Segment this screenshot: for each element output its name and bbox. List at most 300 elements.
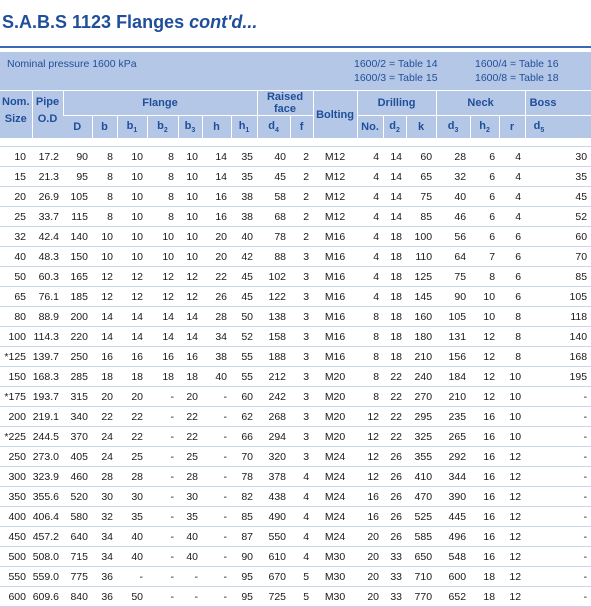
table-cell: 14 — [92, 307, 117, 327]
table-cell: - — [147, 547, 178, 567]
table-cell: 32 — [436, 167, 470, 187]
table-cell: 20 — [202, 227, 231, 247]
table-cell: 140 — [63, 227, 92, 247]
table-cell: 105 — [436, 307, 470, 327]
table-cell: 139.7 — [32, 347, 63, 367]
table-cell: 26 — [383, 467, 406, 487]
table-cell: 10 — [92, 247, 117, 267]
table-cell: - — [525, 387, 591, 407]
table-cell: 5 — [290, 587, 313, 607]
table-cell: 22 — [92, 407, 117, 427]
table-cell: 14 — [202, 167, 231, 187]
table-cell: 548 — [436, 547, 470, 567]
table-cell: 4 — [357, 287, 383, 307]
table-cell: 52 — [525, 207, 591, 227]
table-cell: 78 — [257, 227, 290, 247]
table-cell: 160 — [406, 307, 436, 327]
table-cell: 270 — [406, 387, 436, 407]
table-cell: 24 — [92, 427, 117, 447]
pressure-banner — [0, 52, 591, 91]
table-cell: 131 — [436, 327, 470, 347]
table-row — [0, 187, 591, 207]
table-cell: 8 — [499, 307, 525, 327]
table-cell: 725 — [257, 587, 290, 607]
table-cell: 580 — [63, 507, 92, 527]
table-cell: 70 — [231, 447, 257, 467]
col-h: h — [202, 116, 231, 139]
table-cell: 26 — [383, 487, 406, 507]
table-cell: 390 — [436, 487, 470, 507]
table-cell: 22 — [383, 387, 406, 407]
table-cell: 78 — [231, 467, 257, 487]
table-cell: 185 — [63, 287, 92, 307]
table-cell: 2 — [290, 147, 313, 167]
table-cell: 140 — [525, 327, 591, 347]
table-cell: 28 — [436, 147, 470, 167]
table-cell: 8 — [92, 167, 117, 187]
table-cell: 36 — [92, 567, 117, 587]
table-cell: 3 — [290, 247, 313, 267]
table-cell: 12 — [357, 407, 383, 427]
table-cell: - — [202, 467, 231, 487]
table-cell: 16 — [470, 427, 499, 447]
table-cell: 4 — [357, 167, 383, 187]
table-cell: 315 — [63, 387, 92, 407]
table-cell: 14 — [147, 327, 178, 347]
page-title — [2, 8, 257, 36]
table-cell: 7 — [470, 247, 499, 267]
table-cell: 6 — [470, 187, 499, 207]
table-cell: 26 — [383, 447, 406, 467]
table-cell: 4 — [499, 147, 525, 167]
table-cell: 180 — [406, 327, 436, 347]
table-cell: 12 — [470, 387, 499, 407]
table-cell: 14 — [117, 327, 147, 347]
table-cell: 457.2 — [32, 527, 63, 547]
table-cell: 438 — [257, 487, 290, 507]
table-cell: 210 — [406, 347, 436, 367]
table-cell: - — [525, 547, 591, 567]
table-cell: 10 — [470, 287, 499, 307]
table-row — [0, 327, 591, 347]
table-row — [0, 587, 591, 607]
header-flange: Flange — [63, 91, 257, 116]
table-cell: 85 — [406, 207, 436, 227]
table-cell: 18 — [383, 247, 406, 267]
table-cell: 58 — [257, 187, 290, 207]
table-cell: 4 — [357, 207, 383, 227]
title-main: S.A.B.S 1123 Flanges — [2, 12, 185, 32]
table-cell: 100 — [406, 227, 436, 247]
table-cell: 22 — [383, 407, 406, 427]
col-d3: $d_3$ — [436, 116, 470, 139]
table-cell: 115 — [63, 207, 92, 227]
table-cell: 30 — [92, 487, 117, 507]
table-cell: 22 — [178, 407, 202, 427]
table-cell: 8 — [499, 327, 525, 347]
table-cell: 4 — [357, 227, 383, 247]
table-cell: 95 — [231, 587, 257, 607]
table-cell: 38 — [231, 187, 257, 207]
table-cell: 6 — [470, 227, 499, 247]
table-cell: 22 — [202, 267, 231, 287]
table-cell: 10 — [178, 167, 202, 187]
table-cell: M12 — [313, 167, 357, 187]
table-cell: - — [147, 507, 178, 527]
table-cell: M12 — [313, 207, 357, 227]
table-cell: - — [147, 587, 178, 607]
table-cell: - — [147, 487, 178, 507]
table-cell: 12 — [178, 267, 202, 287]
table-cell: 273.0 — [32, 447, 63, 467]
header-drilling: Drilling — [357, 91, 436, 116]
table-cell: 10 — [178, 247, 202, 267]
table-row — [0, 387, 591, 407]
table-cell: - — [202, 427, 231, 447]
table-cell: 12 — [499, 467, 525, 487]
table-cell: - — [147, 387, 178, 407]
table-cell: 610 — [257, 547, 290, 567]
table-cell: - — [147, 567, 178, 587]
table-cell: 64 — [436, 247, 470, 267]
table-cell: 28 — [178, 467, 202, 487]
table-cell: 2 — [290, 167, 313, 187]
table-cell: 36 — [92, 587, 117, 607]
table-cell: - — [525, 527, 591, 547]
table-cell: 165 — [63, 267, 92, 287]
table-cell: 10 — [499, 407, 525, 427]
header-bolting: Bolting — [313, 91, 357, 138]
table-cell: 8 — [357, 347, 383, 367]
table-cell: 3 — [290, 307, 313, 327]
table-cell: 12 — [92, 287, 117, 307]
table-cell: 268 — [257, 407, 290, 427]
table-cell: - — [525, 447, 591, 467]
table-row — [0, 487, 591, 507]
table-cell: 12 — [470, 347, 499, 367]
table-cell: 6 — [470, 207, 499, 227]
table-cell: M24 — [313, 447, 357, 467]
table-cell: 400 — [0, 507, 32, 527]
table-cell: 48.3 — [32, 247, 63, 267]
table-cell: 90 — [63, 147, 92, 167]
table-cell: 25 — [178, 447, 202, 467]
table-cell: 12 — [117, 267, 147, 287]
table-cell: 122 — [257, 287, 290, 307]
table-cell: 210 — [436, 387, 470, 407]
table-cell: 244.5 — [32, 427, 63, 447]
table-cell: M30 — [313, 567, 357, 587]
table-cell: 16 — [470, 467, 499, 487]
table-cell: 32 — [92, 507, 117, 527]
col-f: f — [290, 116, 313, 139]
table-cell: 6 — [470, 167, 499, 187]
table-cell: - — [147, 447, 178, 467]
table-cell: 4 — [290, 467, 313, 487]
table-cell: 4 — [357, 147, 383, 167]
table-cell: 775 — [63, 567, 92, 587]
table-ref: 1600/3 = Table 15 — [354, 72, 438, 84]
table-cell: 200 — [0, 407, 32, 427]
table-row — [0, 427, 591, 447]
table-cell: 35 — [231, 167, 257, 187]
col-no: No. — [357, 116, 383, 139]
table-cell: 145 — [406, 287, 436, 307]
table-cell: 150 — [0, 367, 32, 387]
table-cell: 42 — [231, 247, 257, 267]
col-d4: $d_4$ — [257, 116, 290, 139]
table-cell: 20 — [0, 187, 32, 207]
table-cell: 10 — [178, 227, 202, 247]
table-cell: 45 — [257, 167, 290, 187]
table-cell: 40 — [436, 187, 470, 207]
table-cell: 10 — [499, 387, 525, 407]
table-cell: 88 — [257, 247, 290, 267]
table-cell: 460 — [63, 467, 92, 487]
table-cell: 8 — [357, 307, 383, 327]
table-cell: 68 — [257, 207, 290, 227]
table-cell: 10 — [178, 187, 202, 207]
table-cell: 520 — [63, 487, 92, 507]
table-cell: 38 — [202, 347, 231, 367]
table-cell: 355 — [406, 447, 436, 467]
table-cell: 3 — [290, 387, 313, 407]
table-cell: 12 — [499, 527, 525, 547]
table-cell: 8 — [357, 387, 383, 407]
table-cell: 30 — [525, 147, 591, 167]
table-cell: 8 — [147, 167, 178, 187]
table-cell: 70 — [525, 247, 591, 267]
table-cell: M20 — [313, 387, 357, 407]
table-cell: 10 — [499, 427, 525, 447]
table-cell: 300 — [0, 467, 32, 487]
table-cell: *125 — [0, 347, 32, 367]
table-cell: - — [202, 407, 231, 427]
table-cell: 75 — [436, 267, 470, 287]
table-cell: M16 — [313, 327, 357, 347]
table-row — [0, 547, 591, 567]
table-cell: 294 — [257, 427, 290, 447]
table-cell: 8 — [470, 267, 499, 287]
table-cell: M20 — [313, 427, 357, 447]
table-cell: 10 — [0, 147, 32, 167]
table-cell: 18 — [383, 327, 406, 347]
table-row — [0, 447, 591, 467]
table-cell: - — [525, 567, 591, 587]
table-cell: 410 — [406, 467, 436, 487]
table-cell: 16 — [470, 547, 499, 567]
table-cell: 8 — [92, 187, 117, 207]
table-cell: 10 — [117, 187, 147, 207]
col-b3: $b_3$ — [178, 116, 202, 139]
table-cell: 500 — [0, 547, 32, 567]
col-d5: $d_5$ — [525, 116, 591, 139]
table-cell: 3 — [290, 407, 313, 427]
table-cell: 138 — [257, 307, 290, 327]
table-cell: *175 — [0, 387, 32, 407]
table-cell: 8 — [92, 147, 117, 167]
table-cell: 12 — [470, 367, 499, 387]
table-cell: 4 — [499, 187, 525, 207]
table-cell: 325 — [406, 427, 436, 447]
header-boss: Boss — [525, 91, 591, 116]
flange-table — [0, 91, 591, 607]
table-cell: 12 — [499, 587, 525, 607]
table-cell: 18 — [92, 367, 117, 387]
table-row — [0, 567, 591, 587]
table-cell: 87 — [231, 527, 257, 547]
table-cell: 46 — [436, 207, 470, 227]
table-cell: - — [202, 527, 231, 547]
table-cell: 4 — [499, 207, 525, 227]
table-cell: 2 — [290, 227, 313, 247]
table-cell: 33 — [383, 587, 406, 607]
table-cell: 22 — [383, 367, 406, 387]
table-cell: - — [202, 567, 231, 587]
table-cell: - — [147, 407, 178, 427]
table-cell: 14 — [178, 307, 202, 327]
table-cell: M16 — [313, 227, 357, 247]
table-cell: 4 — [357, 267, 383, 287]
table-cell: 525 — [406, 507, 436, 527]
table-cell: 340 — [63, 407, 92, 427]
table-cell: 56 — [436, 227, 470, 247]
table-cell: 28 — [92, 467, 117, 487]
table-cell: 250 — [0, 447, 32, 467]
table-cell: 22 — [117, 407, 147, 427]
table-cell: 405 — [63, 447, 92, 467]
table-cell: 640 — [63, 527, 92, 547]
table-cell: 16 — [357, 507, 383, 527]
table-cell: M16 — [313, 247, 357, 267]
table-cell: 600 — [0, 587, 32, 607]
table-row — [0, 347, 591, 367]
table-cell: 10 — [117, 167, 147, 187]
table-cell: 26 — [383, 527, 406, 547]
table-cell: 50 — [0, 267, 32, 287]
table-cell: M16 — [313, 347, 357, 367]
table-cell: 102 — [257, 267, 290, 287]
table-row — [0, 527, 591, 547]
table-cell: 60.3 — [32, 267, 63, 287]
table-cell: 3 — [290, 267, 313, 287]
table-cell: - — [525, 407, 591, 427]
table-cell: 184 — [436, 367, 470, 387]
table-cell: 18 — [383, 307, 406, 327]
table-cell: 8 — [357, 327, 383, 347]
table-cell: 323.9 — [32, 467, 63, 487]
table-cell: 4 — [499, 167, 525, 187]
col-r: r — [499, 116, 525, 139]
table-cell: 12 — [117, 287, 147, 307]
table-cell: 6 — [499, 247, 525, 267]
table-cell: 219.1 — [32, 407, 63, 427]
table-cell: 12 — [499, 567, 525, 587]
table-cell: 25 — [117, 447, 147, 467]
table-row — [0, 167, 591, 187]
table-cell: 125 — [406, 267, 436, 287]
table-cell: M20 — [313, 367, 357, 387]
table-cell: 2 — [290, 187, 313, 207]
table-cell: 559.0 — [32, 567, 63, 587]
table-cell: 295 — [406, 407, 436, 427]
table-cell: 8 — [147, 207, 178, 227]
table-cell: - — [525, 467, 591, 487]
table-cell: 16 — [92, 347, 117, 367]
table-cell: 12 — [357, 447, 383, 467]
title-divider — [0, 46, 591, 48]
table-cell: 16 — [470, 487, 499, 507]
table-cell: 65 — [406, 167, 436, 187]
table-cell: 550 — [257, 527, 290, 547]
table-cell: 212 — [257, 367, 290, 387]
table-cell: M30 — [313, 547, 357, 567]
table-cell: 18 — [383, 267, 406, 287]
table-cell: 62 — [231, 407, 257, 427]
table-cell: 242 — [257, 387, 290, 407]
table-cell: 8 — [147, 147, 178, 167]
table-cell: 320 — [257, 447, 290, 467]
table-cell: 10 — [117, 207, 147, 227]
table-cell: 10 — [117, 147, 147, 167]
header-pipe: Pipe — [32, 91, 63, 113]
table-row — [0, 267, 591, 287]
table-cell: 4 — [290, 487, 313, 507]
table-cell: 82 — [231, 487, 257, 507]
table-cell: - — [525, 507, 591, 527]
table-cell: 118 — [525, 307, 591, 327]
table-cell: 40 — [178, 547, 202, 567]
table-cell: 2 — [290, 207, 313, 227]
table-cell: 840 — [63, 587, 92, 607]
table-cell: 20 — [357, 527, 383, 547]
col-d: D — [63, 116, 92, 139]
table-cell: 12 — [470, 327, 499, 347]
table-cell: 105 — [525, 287, 591, 307]
table-cell: 60 — [525, 227, 591, 247]
table-cell: 10 — [147, 227, 178, 247]
col-b2: $b_2$ — [147, 116, 178, 139]
table-cell: 168.3 — [32, 367, 63, 387]
table-cell: 88.9 — [32, 307, 63, 327]
table-cell: 450 — [0, 527, 32, 547]
table-cell: - — [117, 567, 147, 587]
table-cell: 3 — [290, 427, 313, 447]
table-cell: 292 — [436, 447, 470, 467]
table-cell: 16 — [117, 347, 147, 367]
col-h2: $h_2$ — [470, 116, 499, 139]
table-cell: 670 — [257, 567, 290, 587]
table-cell: 65 — [0, 287, 32, 307]
table-cell: - — [178, 567, 202, 587]
table-cell: 14 — [147, 307, 178, 327]
table-cell: 26 — [383, 507, 406, 527]
table-cell: 12 — [178, 287, 202, 307]
table-cell: 150 — [63, 247, 92, 267]
table-cell: 20 — [92, 387, 117, 407]
table-cell: 10 — [92, 227, 117, 247]
table-cell: 4 — [290, 507, 313, 527]
table-cell: 16 — [357, 487, 383, 507]
table-cell: 4 — [357, 187, 383, 207]
table-cell: 90 — [231, 547, 257, 567]
table-cell: 85 — [231, 507, 257, 527]
table-cell: M16 — [313, 287, 357, 307]
table-cell: 20 — [117, 387, 147, 407]
table-cell: 770 — [406, 587, 436, 607]
table-cell: 18 — [383, 287, 406, 307]
table-cell: 76.1 — [32, 287, 63, 307]
